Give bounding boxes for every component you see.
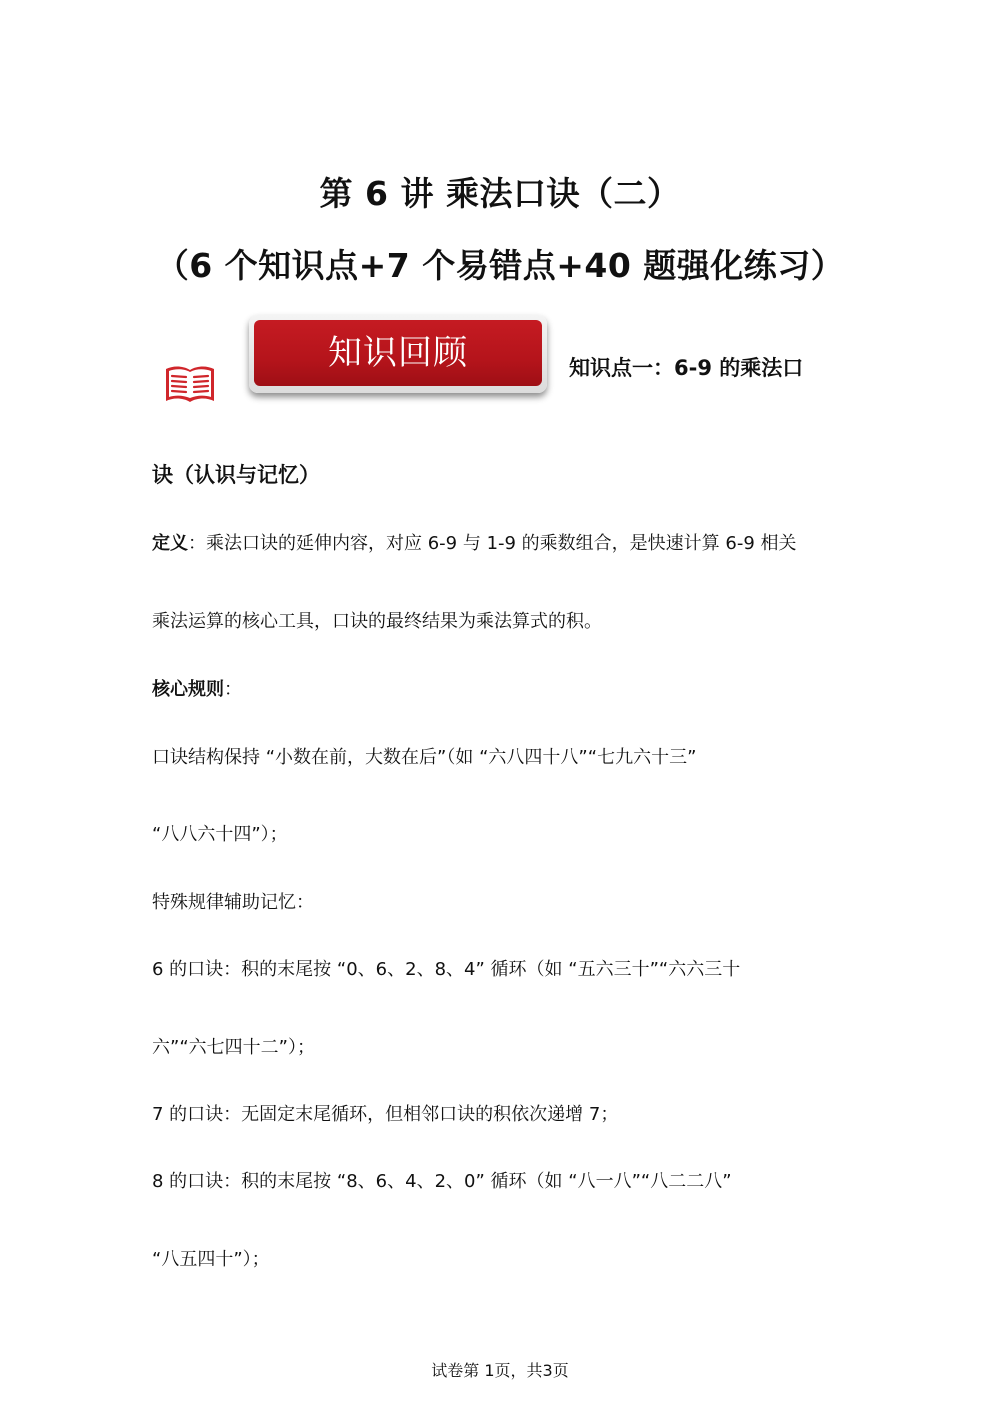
rule-line: 7 的口诀：无固定末尾循环，但相邻口诀的积依次递增 7； [152, 1104, 619, 1125]
page-subtitle: （6 个知识点+7 个易错点+40 题强化练习） [155, 246, 845, 285]
knowledge-point-heading-continued: 诀（认识与记忆） [152, 463, 320, 487]
section-banner-label: 知识回顾 [254, 320, 542, 386]
definition-label: 定义 [152, 533, 188, 554]
core-rules-heading [152, 675, 242, 701]
definition-line [152, 529, 797, 555]
rule-line: 特殊规律辅助记忆： [152, 892, 314, 913]
rule-line: 六”“六七四十二”）； [152, 1037, 315, 1058]
page-title: 第 6 讲 乘法口诀（二） [319, 174, 681, 213]
core-rules-label: 核心规则 [152, 679, 224, 700]
knowledge-point-heading: 知识点一：6-9 的乘法口 [569, 356, 804, 380]
rule-line: 6 的口诀：积的末尾按 “0、6、2、8、4” 循环（如 “五六三十”“六六三十 [152, 959, 741, 980]
rule-line: 口诀结构保持 “小数在前，大数在后”（如 “六八四十八”“七九六十三” [152, 747, 697, 768]
page-footer: 试卷第 1页，共3页 [431, 1361, 569, 1380]
definition-line-continued: 乘法运算的核心工具，口诀的最终结果为乘法算式的积。 [152, 611, 602, 632]
core-rules-colon: ： [224, 679, 242, 700]
section-banner [249, 315, 547, 393]
rule-line: 8 的口诀：积的末尾按 “8、6、4、2、0” 循环（如 “八一八”“八二二八” [152, 1171, 732, 1192]
definition-text: ：乘法口诀的延伸内容，对应 6-9 与 1-9 的乘数组合，是快速计算 6-9 相关 [188, 533, 797, 554]
rule-line: “八八六十四”）； [152, 824, 288, 845]
rule-line: “八五四十”）； [152, 1249, 270, 1270]
book-icon [164, 364, 216, 404]
